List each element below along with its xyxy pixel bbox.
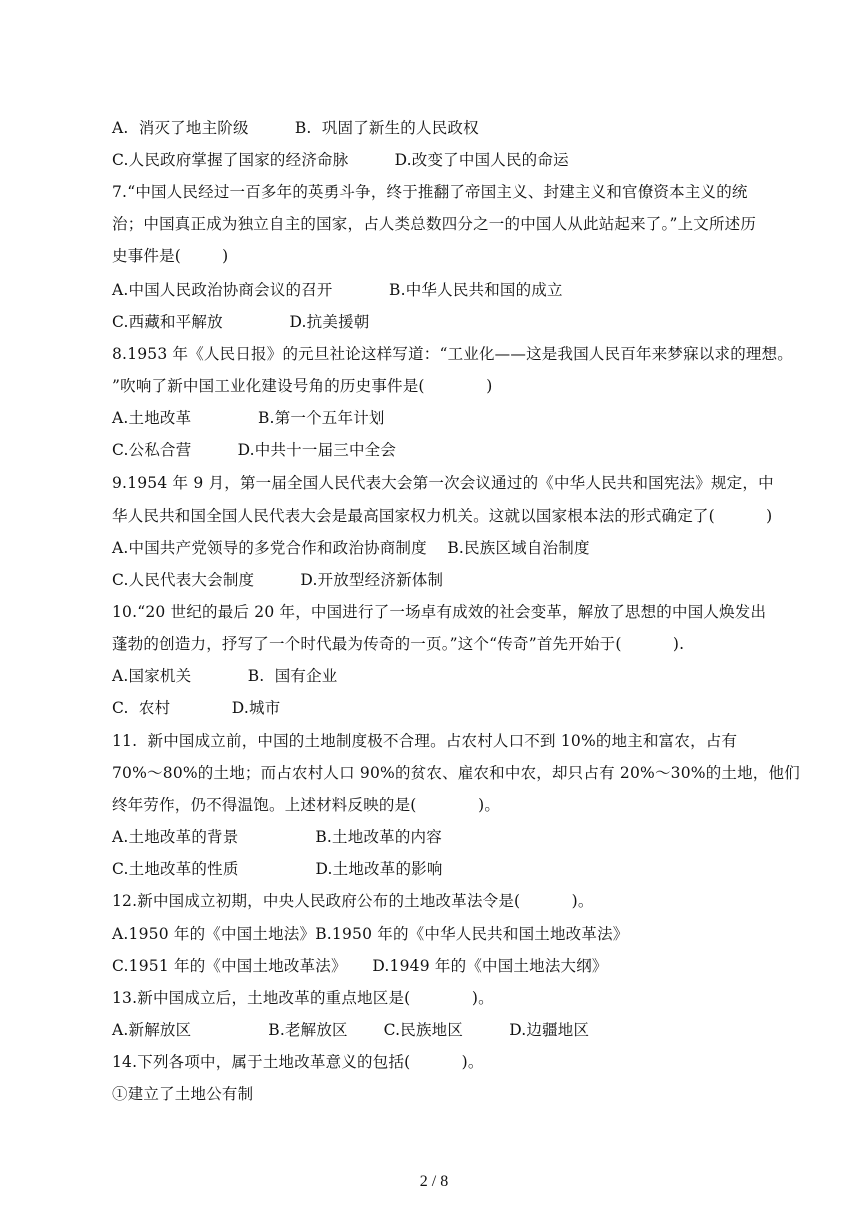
question-13-line-1: 13.新中国成立后，土地改革的重点地区是( )。 (112, 989, 494, 1007)
question-9-line-2: 华人民共和国全国人民代表大会是最高国家权力机关。这就以国家根本法的形式确定了( ) (112, 507, 773, 525)
option-line-8ab: A.土地改革 B.第一个五年计划 (112, 409, 385, 427)
question-8-line-1: 8.1953 年《人民日报》的元旦社论这样写道：“工业化——这是我国人民百年来梦寐以求的理想。 (112, 345, 793, 363)
option-line-7ab: A.中国人民政治协商会议的召开 B.中华人民共和国的成立 (112, 281, 563, 299)
question-7-line-1: 7.“中国人民经过一百多年的英勇斗争，终于推翻了帝国主义、封建主义和官僚资本主义的统 (112, 183, 748, 201)
option-line-11ab: A.土地改革的背景 B.土地改革的内容 (112, 828, 442, 846)
option-line-9cd: C.人民代表大会制度 D.开放型经济新体制 (112, 571, 444, 589)
option-line-12ab: A.1950 年的《中国土地法》B.1950 年的《中华人民共和国土地改革法》 (112, 925, 629, 943)
option-line-8cd: C.公私合营 D.中共十一届三中全会 (112, 441, 397, 459)
question-9-line-1: 9.1954 年 9 月，第一届全国人民代表大会第一次会议通过的《中华人民共和国宪法》规定，中 (112, 474, 774, 492)
question-11-line-2: 70%～80%的土地；而占农村人口 90%的贫农、雇农和中农，却只占有 20%～30%的土地，他们 (112, 764, 800, 782)
question-7-line-3: 史事件是( ) (112, 247, 229, 265)
option-line-6ab: A. 消灭了地主阶级 B. 巩固了新生的人民政权 (112, 119, 479, 137)
option-line-9ab: A.中国共产党领导的多党合作和政治协商制度 B.民族区域自治制度 (112, 539, 590, 557)
question-8-line-2: ”吹响了新中国工业化建设号角的历史事件是( ) (112, 377, 493, 395)
option-line-13: A.新解放区 B.老解放区 C.民族地区 D.边疆地区 (112, 1021, 590, 1039)
question-7-line-2: 治；中国真正成为独立自主的国家，占人类总数四分之一的中国人从此站起来了。”上文所述历 (112, 215, 757, 233)
option-line-10cd: C. 农村 D.城市 (112, 699, 281, 717)
question-12-line-1: 12.新中国成立初期，中央人民政府公布的土地改革法令是( )。 (112, 892, 594, 910)
option-line-12cd: C.1951 年的《中国土地改革法》 D.1949 年的《中国土地法大纲》 (112, 957, 608, 975)
question-14-line-1: 14.下列各项中，属于土地改革意义的包括( )。 (112, 1053, 484, 1071)
question-10-line-1: 10.“20 世纪的最后 20 年，中国进行了一场卓有成效的社会变革，解放了思想的中国人焕发出 (112, 603, 767, 621)
option-line-10ab: A.国家机关 B. 国有企业 (112, 667, 338, 685)
page-number: 2 / 8 (419, 1173, 449, 1190)
option-line-11cd: C.土地改革的性质 D.土地改革的影响 (112, 860, 443, 878)
option-line-6cd: C.人民政府掌握了国家的经济命脉 D.改变了中国人民的命运 (112, 151, 569, 169)
option-line-14-1: ①建立了土地公有制 (112, 1085, 254, 1103)
question-11-line-3: 终年劳作，仍不得温饱。上述材料反映的是( )。 (112, 796, 501, 814)
option-line-7cd: C.西藏和平解放 D.抗美援朝 (112, 313, 370, 331)
question-11-line-1: 11. 新中国成立前，中国的土地制度极不合理。占农村人口不到 10%的地主和富农，占有 (112, 732, 738, 750)
question-10-line-2: 蓬勃的创造力，抒写了一个时代最为传奇的一页。”这个“传奇”首先开始于( ). (112, 635, 685, 653)
